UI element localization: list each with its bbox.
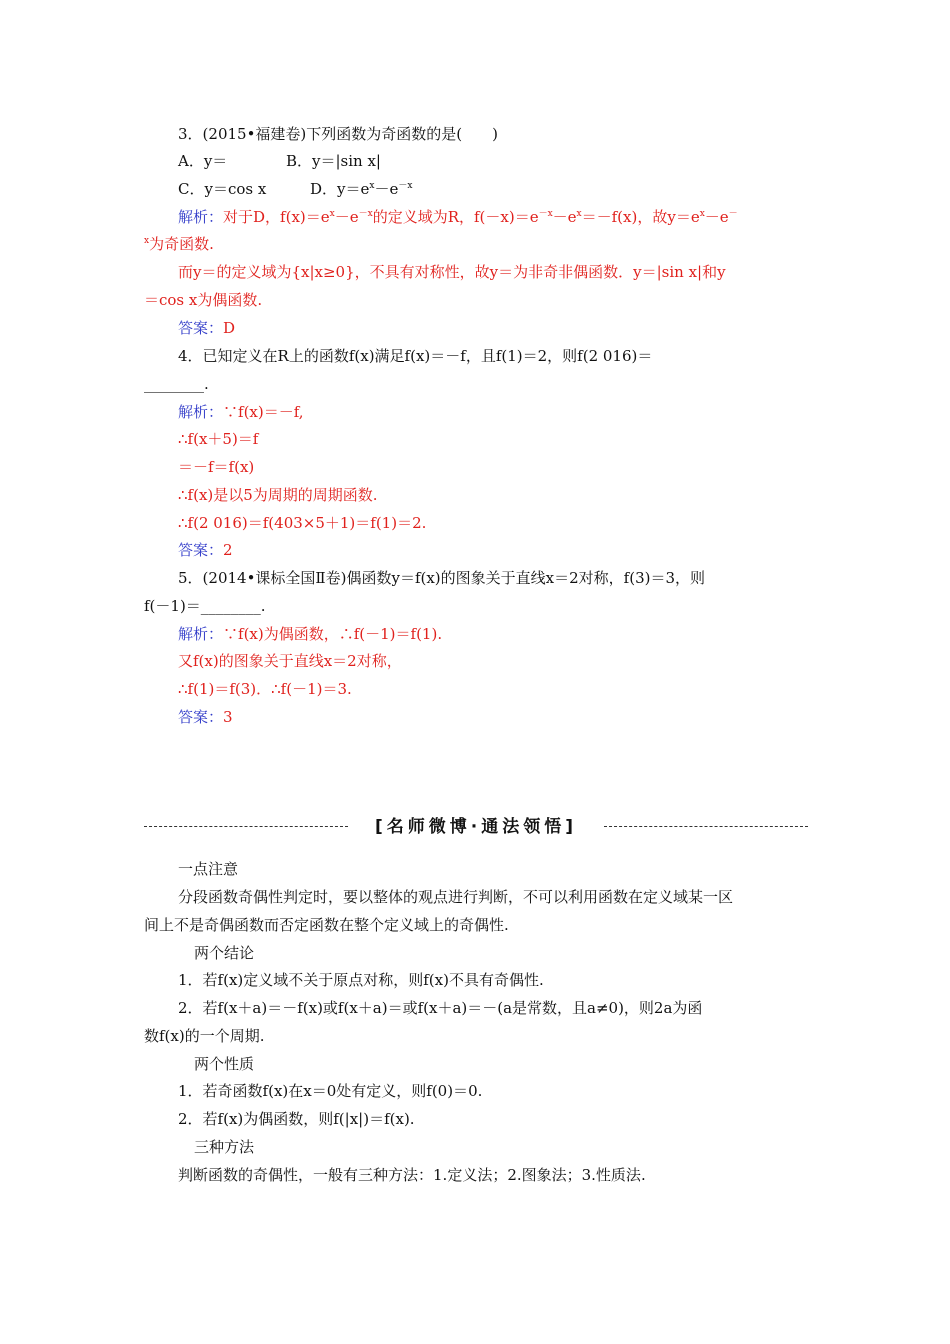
notes-property-1: 1．若奇函数f(x)在x＝0处有定义，则f(0)＝0.: [178, 1082, 483, 1100]
q3-analysis-line-1: 解析：对于D，$f(x)=e^x-e^{-x}$的定义域为R，$f(-x)=e^{-x}-e^x=-f(x)$，故$y=e^x-e^-$: [178, 208, 738, 226]
banner-title: [名师微博·通法领悟]: [375, 817, 577, 837]
banner-dashed-rule-right: [604, 826, 808, 827]
q4-stem-line-2: ________.: [144, 375, 209, 393]
notes-heading-three-methods: 三种方法: [194, 1138, 255, 1156]
notes-paragraph-line-2: 间上不是奇偶函数而否定函数在整个定义域上的奇偶性.: [144, 916, 509, 934]
notes-conclusion-2-line-1: 2．若f(x＋a)＝－f(x)或f(x＋a)＝或f(x＋a)＝－(a是常数，且a≠0)，则2a为函: [178, 999, 703, 1017]
analysis-label: 解析：: [178, 208, 224, 226]
q5-analysis-line-3: ∴f(1)＝f(3)．∴f(－1)＝3.: [178, 680, 352, 698]
q3-answer: 答案：D: [178, 319, 236, 337]
q4-stem-line-1: 4．已知定义在R上的函数f(x)满足f(x)＝－f，且f(1)＝2，则f(2 016)＝: [178, 347, 653, 365]
banner-dashed-rule-left: [144, 826, 348, 827]
q5-stem-line-1: 5．(2014•课标全国Ⅱ卷)偶函数y＝f(x)的图象关于直线x＝2对称，f(3)＝3，则: [178, 569, 706, 587]
q3-analysis-line-2: $^x$为奇函数.: [144, 235, 214, 253]
q5-analysis-line-1: 解析：∵f(x)为偶函数，∴f(－1)＝f(1).: [178, 625, 443, 643]
notes-property-2: 2．若f(x)为偶函数，则f(|x|)＝f(x).: [178, 1110, 415, 1128]
q3-stem: 3．(2015•福建卷)下列函数为奇函数的是( ): [178, 125, 498, 143]
q4-analysis-line-3: ＝－f＝f(x): [178, 458, 255, 476]
notes-methods: 判断函数的奇偶性，一般有三种方法：1.定义法；2.图象法；3.性质法.: [178, 1166, 646, 1184]
q3-analysis-line-4: ＝cos x为偶函数.: [144, 291, 263, 309]
q3-option-a: A．y＝: [178, 152, 228, 170]
q4-answer: 答案：2: [178, 541, 233, 559]
q5-answer: 答案：3: [178, 708, 233, 726]
q3-analysis-line-3: 而y＝的定义域为{x|x≥0}，不具有对称性，故y＝为非奇非偶函数．y＝|sin x|和y: [178, 263, 726, 281]
q3-option-b: B．y＝|sin x|: [286, 152, 381, 170]
q3-option-d: D．$y=e^x-e^{-x}$: [310, 180, 413, 198]
q4-analysis-line-2: ∴f(x＋5)＝f: [178, 430, 259, 448]
notes-heading-two-conclusions: 两个结论: [194, 944, 255, 962]
q3-option-c: C．y＝cos x: [178, 180, 267, 198]
notes-conclusion-1: 1．若f(x)定义域不关于原点对称，则f(x)不具有奇偶性.: [178, 971, 544, 989]
q4-analysis-line-1: 解析：∵f(x)＝－f,: [178, 403, 304, 421]
q5-stem-line-2: f(－1)＝________.: [144, 597, 266, 615]
notes-heading-one-caution: 一点注意: [178, 860, 239, 878]
notes-conclusion-2-line-2: 数f(x)的一个周期.: [144, 1027, 265, 1045]
section-banner: [144, 813, 808, 841]
q4-analysis-line-5: ∴f(2 016)＝f(403×5＋1)＝f(1)＝2.: [178, 514, 427, 532]
q5-analysis-line-2: 又f(x)的图象关于直线x＝2对称，: [178, 652, 402, 670]
q4-analysis-line-4: ∴f(x)是以5为周期的周期函数.: [178, 486, 378, 504]
notes-heading-two-properties: 两个性质: [194, 1055, 255, 1073]
notes-paragraph-line-1: 分段函数奇偶性判定时，要以整体的观点进行判断，不可以利用函数在定义域某一区: [178, 888, 734, 906]
